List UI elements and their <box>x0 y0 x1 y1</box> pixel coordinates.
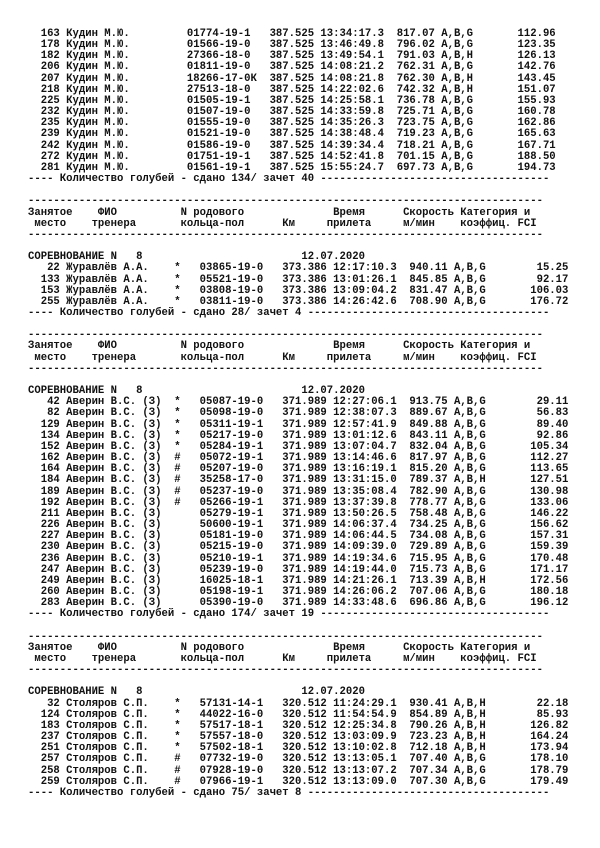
competition-heading: СОРЕВНОВАНИЕ N 8 12.07.2020 <box>28 251 365 264</box>
separator-line: --------------------------------------------------------------------------------- <box>28 630 543 643</box>
result-row: 258 Столяров С.П. # 07928-19-0 320.512 13:13:07.2 707.34 А,B,G 178.79 <box>28 764 569 777</box>
separator-line: --------------------------------------------------------------------------------- <box>28 195 543 208</box>
result-row: 237 Столяров С.П. * 57557-18-0 320.512 13:03:09.9 723.23 А,B,H 164.24 <box>28 731 569 744</box>
result-row: 211 Аверин В.С. (З) 05279-19-1 371.989 13:50:26.5 758.48 А,B,G 146.22 <box>28 507 569 520</box>
separator-line: --------------------------------------------------------------------------------- <box>28 329 543 342</box>
result-row: 82 Аверин В.С. (З) * 05098-19-0 371.989 12:38:07.3 889.67 А,B,G 56.83 <box>28 407 569 420</box>
column-header: Занятое ФИО N родового Время Скорость Категория и <box>28 340 531 353</box>
result-row: 251 Столяров С.П. * 57502-18-1 320.512 13:10:02.8 712.18 А,B,H 173.94 <box>28 742 569 755</box>
result-row: 182 Кудин М.Ю. 27366-18-0 387.525 13:49:54.1 791.03 А,B,H 126.13 <box>28 50 556 63</box>
result-row: 184 Аверин В.С. (З) # 35258-17-0 371.989 13:31:15.0 789.37 А,B,H 127.51 <box>28 474 569 487</box>
result-row: 230 Аверин В.С. (З) 05215-19-0 371.989 14:09:39.0 729.89 А,B,G 159.39 <box>28 541 569 554</box>
section-summary: ---- Количество голубей - сдано 134/ зачет 40 ------------------------------------ <box>28 173 550 186</box>
result-row: 153 Журавлёв А.А. * 03808-19-0 373.386 13:09:04.2 831.47 А,B,G 106.03 <box>28 284 569 297</box>
result-row: 32 Столяров С.П. * 57131-14-1 320.512 11:24:29.1 930.41 А,B,H 22.18 <box>28 697 569 710</box>
result-row: 239 Кудин М.Ю. 01521-19-0 387.525 14:38:48.4 719.23 А,B,G 165.63 <box>28 128 556 141</box>
result-row: 225 Кудин М.Ю. 01505-19-1 387.525 14:25:58.1 736.78 А,B,G 155.93 <box>28 94 556 107</box>
result-row: 42 Аверин В.С. (З) * 05087-19-0 371.989 12:27:06.1 913.75 А,B,G 29.11 <box>28 396 569 409</box>
result-row: 206 Кудин М.Ю. 01811-19-0 387.525 14:08:21.2 762.31 А,B,G 142.76 <box>28 61 556 74</box>
result-row: 259 Столяров С.П. # 07966-19-1 320.512 13:13:09.0 707.30 А,B,G 179.49 <box>28 775 569 788</box>
column-header: место тренера кольца-пол Км прилета м/мин коэффиц. FCI <box>28 351 537 364</box>
result-row: 242 Кудин М.Ю. 01586-19-0 387.525 14:39:34.4 718.21 А,B,G 167.71 <box>28 139 556 152</box>
result-row: 162 Аверин В.С. (З) # 05072-19-1 371.989 13:14:46.6 817.97 А,B,G 112.27 <box>28 452 569 465</box>
result-row: 134 Аверин В.С. (З) * 05217-19-0 371.989 13:01:12.6 843.11 А,B,G 92.86 <box>28 429 569 442</box>
result-row: 255 Журавлёв А.А. * 03811-19-0 373.386 14:26:42.6 708.90 А,B,G 176.72 <box>28 295 569 308</box>
section-summary: ---- Количество голубей - сдано 75/ зачет 8 -------------------------------------- <box>28 786 550 799</box>
result-row: 192 Аверин В.С. (З) # 05266-19-1 371.989 13:37:39.8 778.77 А,B,G 133.06 <box>28 496 569 509</box>
result-row: 232 Кудин М.Ю. 01507-19-0 387.525 14:33:59.8 725.71 А,B,G 160.78 <box>28 106 556 119</box>
section-summary: ---- Количество голубей - сдано 174/ зачет 19 ------------------------------------ <box>28 608 550 621</box>
result-row: 272 Кудин М.Ю. 01751-19-1 387.525 14:52:41.8 701.15 А,B,G 188.50 <box>28 150 556 163</box>
result-row: 226 Аверин В.С. (З) 50600-19-1 371.989 14:06:37.4 734.25 А,B,G 156.62 <box>28 519 569 532</box>
result-row: 129 Аверин В.С. (З) * 05311-19-1 371.989 12:57:41.9 849.88 А,B,G 89.40 <box>28 418 569 431</box>
result-row: 22 Журавлёв А.А. * 03865-19-0 373.386 12:17:10.3 940.11 А,B,G 15.25 <box>28 262 569 275</box>
result-row: 178 Кудин М.Ю. 01566-19-0 387.525 13:46:49.8 796.02 А,B,G 123.35 <box>28 39 556 52</box>
result-row: 133 Журавлёв А.А. * 05521-19-0 373.386 13:01:26.1 845.85 А,B,G 92.17 <box>28 273 569 286</box>
result-row: 257 Столяров С.П. # 07732-19-0 320.512 13:13:05.1 707.40 А,B,G 178.10 <box>28 753 569 766</box>
result-row: 235 Кудин М.Ю. 01555-19-0 387.525 14:35:26.3 723.75 А,B,G 162.86 <box>28 117 556 130</box>
result-row: 189 Аверин В.С. (З) # 05237-19-0 371.989 13:35:08.4 782.90 А,B,G 130.98 <box>28 485 569 498</box>
result-row: 163 Кудин М.Ю. 01774-19-1 387.525 13:34:17.3 817.07 А,B,G 112.96 <box>28 28 556 40</box>
result-row: 249 Аверин В.С. (З) 16025-18-1 371.989 14:21:26.1 713.39 А,B,H 172.56 <box>28 574 569 587</box>
section-summary: ---- Количество голубей - сдано 28/ зачет 4 -------------------------------------- <box>28 307 550 319</box>
column-header: место тренера кольца-пол Км прилета м/мин коэффиц. FCI <box>28 652 537 665</box>
result-row: 236 Аверин В.С. (З) 05210-19-1 371.989 14:19:34.6 715.95 А,B,G 170.48 <box>28 552 569 565</box>
result-row: 152 Аверин В.С. (З) * 05284-19-1 371.989 13:07:04.7 832.04 А,B,G 105.34 <box>28 440 569 453</box>
separator-line: --------------------------------------------------------------------------------- <box>28 664 543 677</box>
result-row: 283 Аверин В.С. (З) 05390-19-0 371.989 14:33:48.6 696.86 А,B,G 196.12 <box>28 597 569 610</box>
result-row: 124 Столяров С.П. * 44022-16-0 320.512 11:54:54.9 854.89 А,B,H 85.93 <box>28 708 569 721</box>
result-row: 183 Столяров С.П. * 57517-18-1 320.512 12:25:34.8 790.26 А,B,H 126.82 <box>28 719 569 732</box>
result-row: 218 Кудин М.Ю. 27513-18-0 387.525 14:22:02.6 742.32 А,B,H 151.07 <box>28 83 556 96</box>
result-row: 247 Аверин В.С. (З) 05239-19-0 371.989 14:19:44.0 715.73 А,B,G 171.17 <box>28 563 569 576</box>
column-header: Занятое ФИО N родового Время Скорость Категория и <box>28 206 531 219</box>
result-row: 260 Аверин В.С. (З) 05198-19-1 371.989 14:26:06.2 707.06 А,B,G 180.18 <box>28 586 569 598</box>
result-row: 227 Аверин В.С. (З) 05181-19-0 371.989 14:06:44.5 734.08 А,B,G 157.31 <box>28 530 569 543</box>
result-row: 164 Аверин В.С. (З) # 05207-19-0 371.989 13:16:19.1 815.20 А,B,G 113.65 <box>28 463 569 476</box>
result-row: 207 Кудин М.Ю. 18266-17-0К 387.525 14:08:21.8 762.30 А,B,H 143.45 <box>28 72 556 85</box>
competition-heading: СОРЕВНОВАНИЕ N 8 12.07.2020 <box>28 686 365 699</box>
column-header: место тренера кольца-пол Км прилета м/мин коэффиц. FCI <box>28 217 537 230</box>
separator-line: --------------------------------------------------------------------------------- <box>28 228 543 241</box>
separator-line: --------------------------------------------------------------------------------- <box>28 362 543 375</box>
result-row: 281 Кудин М.Ю. 01561-19-1 387.525 15:55:24.7 697.73 А,B,G 194.73 <box>28 161 556 174</box>
competition-heading: СОРЕВНОВАНИЕ N 8 12.07.2020 <box>28 385 365 398</box>
column-header: Занятое ФИО N родового Время Скорость Категория и <box>28 641 531 654</box>
